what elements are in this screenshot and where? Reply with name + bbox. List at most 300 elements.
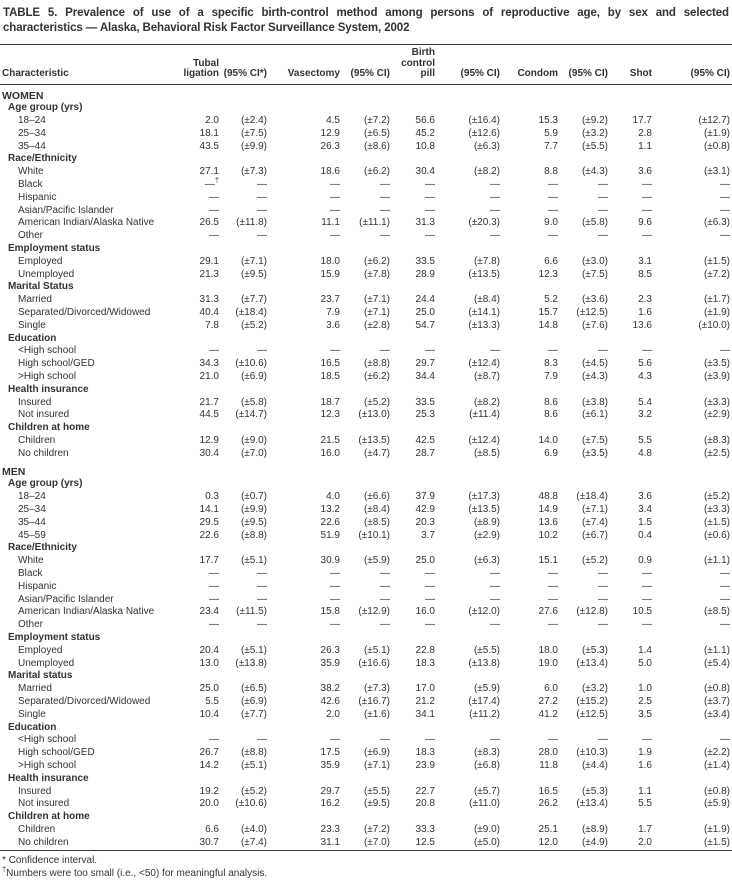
- ci-cell: (±7.5): [581, 268, 608, 280]
- value-cell: 18.3: [415, 657, 435, 669]
- value-cell: 28.9: [415, 268, 435, 280]
- ci-cell: (±4.4): [581, 759, 608, 771]
- ci-cell: (±8.4): [363, 504, 390, 515]
- value-cell: 15.7: [538, 307, 558, 319]
- value-cell: 31.3: [415, 217, 435, 229]
- table-row: [0, 192, 732, 205]
- ci-cell: (±4.5): [581, 358, 608, 370]
- ci-cell: [221, 384, 269, 397]
- value-cell: —: [548, 191, 558, 203]
- value-cell: 12.9: [199, 435, 219, 447]
- ci-cell: (±16.6): [358, 657, 390, 669]
- row-label: Race/Ethnicity: [8, 542, 77, 554]
- ci-cell: [342, 243, 392, 256]
- value-cell: 16.0: [415, 606, 435, 618]
- value-cell: 7.9: [326, 307, 340, 319]
- ci-cell: (±8.9): [473, 516, 500, 528]
- row-label: Employment status: [8, 243, 101, 255]
- value-cell: —: [548, 204, 558, 216]
- ci-cell: [221, 632, 269, 645]
- row-label: 35–44: [18, 140, 46, 152]
- ci-cell: (±4.0): [240, 823, 267, 835]
- value-cell: —: [425, 345, 435, 357]
- value-cell: 18.5: [320, 371, 340, 383]
- value-cell: [183, 153, 221, 166]
- ci-cell: [560, 478, 610, 491]
- value-cell: 2.0: [326, 708, 340, 720]
- value-cell: [502, 243, 560, 256]
- table-row: [0, 115, 732, 128]
- table-row: [0, 307, 732, 320]
- ci-cell: (±5.1): [240, 555, 267, 567]
- value-cell: —: [642, 734, 652, 746]
- ci-cell: [221, 281, 269, 294]
- ci-cell: (±13.0): [358, 409, 390, 421]
- value-cell: 11.8: [539, 759, 558, 771]
- row-label: 18–24: [18, 491, 46, 503]
- value-cell: 34.1: [415, 708, 435, 720]
- value-cell: [269, 422, 342, 435]
- column-header-birth-control-pill: [392, 45, 437, 85]
- value-cell: 38.2: [320, 683, 340, 695]
- ci-cell: (±12.7): [698, 115, 730, 127]
- ci-cell: (±10.1): [358, 529, 390, 541]
- row-label: 25–34: [18, 127, 46, 139]
- ci-cell: (±9.5): [363, 798, 390, 810]
- ci-cell: (±8.9): [581, 823, 608, 835]
- ci-cell: (±12.0): [468, 606, 500, 618]
- ci-cell: (±13.5): [468, 268, 500, 280]
- footnote-text: Numbers were too small (i.e., <50) for meaningful analysis.: [6, 867, 268, 879]
- ci-cell: (±2.8): [363, 319, 390, 331]
- ci-cell: (±8.8): [240, 529, 267, 541]
- ci-cell: (±12.4): [468, 358, 500, 370]
- value-cell: [502, 461, 560, 479]
- subheader-row: [0, 243, 732, 256]
- value-cell: 42.5: [415, 435, 435, 447]
- row-label: Children: [18, 823, 56, 835]
- value-cell: 1.0: [638, 683, 652, 695]
- column-header-tubal-ligation: [183, 45, 221, 85]
- table-row: [0, 141, 732, 154]
- table-row: [0, 205, 732, 218]
- ci-cell: (±6.5): [240, 683, 267, 695]
- ci-cell: (±1.6): [363, 708, 390, 720]
- ci-cell: (±7.4): [581, 516, 608, 528]
- ci-cell: (±13.3): [468, 319, 500, 331]
- ci-cell: (±7.5): [581, 435, 608, 447]
- ci-cell: (±1.1): [703, 644, 730, 656]
- value-cell: 16.2: [320, 798, 340, 810]
- ci-cell: (±13.8): [468, 657, 500, 669]
- value-cell: 24.4: [415, 294, 435, 306]
- value-cell: 8.6: [544, 409, 558, 421]
- value-cell: 10.2: [538, 529, 558, 541]
- value-cell: [183, 84, 221, 102]
- ci-cell: (±7.1): [363, 294, 390, 306]
- value-cell: [269, 84, 342, 102]
- table-row: [0, 734, 732, 747]
- ci-cell: [342, 102, 392, 115]
- value-cell: 1.1: [638, 140, 652, 152]
- ci-cell: (±7.2): [363, 823, 390, 835]
- value-cell: 14.8: [538, 319, 558, 331]
- table-row: [0, 824, 732, 837]
- ci-cell: [560, 773, 610, 786]
- ci-cell: (±3.1): [703, 166, 730, 178]
- ci-cell: (±9.9): [240, 504, 267, 515]
- value-cell: 1.6: [638, 307, 652, 319]
- value-cell: 22.6: [320, 516, 340, 528]
- value-cell: [392, 722, 437, 735]
- ci-cell: (±1.9): [703, 823, 730, 835]
- column-header-ci-pill: (95% CI): [437, 45, 502, 85]
- ci-cell: (±8.8): [363, 358, 390, 370]
- ci-cell: (±5.5): [363, 785, 390, 797]
- ci-cell: (±1.5): [703, 255, 730, 267]
- value-cell: 28.7: [415, 447, 435, 459]
- ci-cell: [560, 102, 610, 115]
- value-cell: 54.7: [415, 319, 435, 331]
- value-cell: 9.6: [638, 217, 652, 229]
- value-cell: [610, 811, 654, 824]
- ci-cell: —: [598, 580, 608, 592]
- row-label: 25–34: [18, 504, 46, 515]
- ci-cell: (±7.3): [240, 166, 267, 178]
- value-cell: [502, 84, 560, 102]
- value-cell: [183, 461, 221, 479]
- ci-cell: —: [598, 734, 608, 746]
- row-label: >High school: [18, 371, 77, 383]
- row-label: Children at home: [8, 811, 90, 823]
- value-cell: 25.0: [415, 307, 435, 319]
- ci-cell: (±7.8): [473, 255, 500, 267]
- column-header-ci-condom: (95% CI): [560, 45, 610, 85]
- ci-cell: —: [257, 204, 267, 216]
- ci-cell: (±4.3): [581, 166, 608, 178]
- dagger-footnote-marker: †: [214, 175, 219, 185]
- value-cell: [392, 670, 437, 683]
- row-label: Employment status: [8, 631, 101, 643]
- ci-cell: —: [257, 230, 267, 242]
- footnote-symbol: †: [2, 864, 7, 874]
- ci-cell: (±7.3): [363, 683, 390, 695]
- ci-cell: (±5.1): [240, 759, 267, 771]
- value-cell: 35.9: [320, 657, 340, 669]
- value-cell: —: [642, 567, 652, 579]
- value-cell: —: [642, 204, 652, 216]
- ci-cell: —: [380, 580, 390, 592]
- value-cell: [183, 632, 221, 645]
- value-cell: [502, 384, 560, 397]
- value-cell: [392, 478, 437, 491]
- ci-cell: (±7.1): [581, 504, 608, 515]
- table-row: [0, 371, 732, 384]
- table-row: [0, 217, 732, 230]
- row-label: Separated/Divorced/Widowed: [18, 307, 151, 319]
- row-label: Unemployed: [18, 268, 75, 280]
- value-cell: [502, 153, 560, 166]
- ci-cell: [654, 384, 732, 397]
- value-cell: [502, 722, 560, 735]
- value-cell: 18.1: [199, 127, 219, 139]
- ci-cell: (±6.2): [363, 371, 390, 383]
- value-cell: 2.3: [638, 294, 652, 306]
- ci-cell: —: [257, 191, 267, 203]
- ci-cell: (±3.9): [703, 371, 730, 383]
- ci-cell: [342, 632, 392, 645]
- value-cell: 31.3: [199, 294, 219, 306]
- value-cell: 11.1: [321, 217, 340, 229]
- ci-cell: —: [598, 567, 608, 579]
- row-label: Employed: [18, 255, 63, 267]
- footnote-confidence-interval: [2, 854, 729, 867]
- value-cell: 44.5: [199, 409, 219, 421]
- value-cell: [183, 281, 221, 294]
- value-cell: [183, 811, 221, 824]
- value-cell: [392, 422, 437, 435]
- value-cell: 29.5: [199, 516, 219, 528]
- value-cell: 20.3: [415, 516, 435, 528]
- value-cell: [183, 542, 221, 555]
- value-cell: 2.0: [638, 836, 652, 848]
- ci-cell: [342, 542, 392, 555]
- value-cell: [502, 281, 560, 294]
- table-row: [0, 760, 732, 773]
- ci-cell: [560, 333, 610, 346]
- ci-cell: [560, 422, 610, 435]
- table-row: [0, 683, 732, 696]
- value-cell: —: [642, 580, 652, 592]
- value-cell: 14.0: [538, 435, 558, 447]
- ci-cell: (±0.8): [703, 683, 730, 695]
- ci-cell: [560, 243, 610, 256]
- value-cell: 17.5: [320, 747, 340, 759]
- ci-cell: [437, 773, 502, 786]
- ci-cell: (±1.7): [703, 294, 730, 306]
- value-cell: 6.6: [205, 823, 219, 835]
- ci-cell: [221, 84, 269, 102]
- ci-cell: —: [598, 593, 608, 605]
- ci-cell: [437, 333, 502, 346]
- ci-cell: (±1.5): [703, 836, 730, 848]
- value-cell: 34.4: [415, 371, 435, 383]
- ci-cell: [437, 811, 502, 824]
- ci-cell: (±5.2): [703, 491, 730, 503]
- value-cell: 33.5: [415, 255, 435, 267]
- ci-cell: (±6.5): [363, 127, 390, 139]
- ci-cell: [654, 478, 732, 491]
- ci-cell: (±6.8): [473, 759, 500, 771]
- footnotes: [0, 851, 732, 880]
- value-cell: 1.1: [638, 785, 652, 797]
- value-cell: —: [425, 580, 435, 592]
- ci-cell: (±6.3): [473, 140, 500, 152]
- subheader-row: [0, 153, 732, 166]
- ci-cell: [221, 811, 269, 824]
- ci-cell: (±8.8): [240, 747, 267, 759]
- ci-cell: —: [490, 580, 500, 592]
- ci-cell: (±8.7): [473, 371, 500, 383]
- value-cell: 19.0: [538, 657, 558, 669]
- value-cell: —: [330, 230, 340, 242]
- row-label: White: [18, 166, 44, 178]
- footnote-small-numbers: [2, 864, 729, 880]
- row-label: Asian/Pacific Islander: [18, 593, 114, 605]
- ci-cell: —: [720, 191, 730, 203]
- value-cell: 33.3: [415, 823, 435, 835]
- ci-cell: —: [598, 619, 608, 631]
- ci-cell: (±9.5): [240, 516, 267, 528]
- ci-cell: (±5.2): [240, 319, 267, 331]
- value-cell: —: [425, 179, 435, 191]
- value-cell: —: [642, 619, 652, 631]
- value-cell: [269, 333, 342, 346]
- row-label: Black: [18, 567, 43, 579]
- ci-cell: [654, 102, 732, 115]
- value-cell: 29.7: [320, 785, 340, 797]
- value-cell: 3.6: [326, 319, 340, 331]
- value-cell: —: [425, 593, 435, 605]
- ci-cell: [342, 333, 392, 346]
- ci-cell: (±5.9): [703, 798, 730, 810]
- ci-cell: —: [598, 179, 608, 191]
- value-cell: [610, 102, 654, 115]
- value-cell: 15.9: [320, 268, 340, 280]
- table-row: [0, 294, 732, 307]
- value-cell: [269, 281, 342, 294]
- value-cell: [502, 102, 560, 115]
- ci-cell: (±12.4): [468, 435, 500, 447]
- ci-cell: —: [720, 179, 730, 191]
- value-cell: [502, 542, 560, 555]
- value-cell: 29.7: [415, 358, 435, 370]
- ci-cell: [221, 773, 269, 786]
- value-cell: —: [209, 345, 219, 357]
- ci-cell: (±7.0): [240, 447, 267, 459]
- value-cell: 7.7: [544, 140, 558, 152]
- value-cell: —: [548, 619, 558, 631]
- value-cell: 18.6: [320, 166, 340, 178]
- row-label: Marital Status: [8, 281, 74, 293]
- value-cell: 31.1: [320, 836, 340, 848]
- ci-cell: (±2.4): [240, 115, 267, 127]
- ci-cell: [221, 333, 269, 346]
- value-cell: [610, 478, 654, 491]
- value-cell: —: [330, 191, 340, 203]
- ci-cell: [654, 632, 732, 645]
- value-cell: 15.8: [320, 606, 340, 618]
- value-cell: 16.0: [320, 447, 340, 459]
- value-cell: [269, 461, 342, 479]
- value-cell: [269, 153, 342, 166]
- value-cell: [502, 422, 560, 435]
- ci-cell: (±11.8): [236, 217, 267, 229]
- value-cell: 12.3: [538, 268, 558, 280]
- ci-cell: —: [380, 593, 390, 605]
- value-cell: 19.2: [199, 785, 219, 797]
- value-cell: —: [548, 580, 558, 592]
- value-cell: [392, 153, 437, 166]
- ci-cell: (±7.1): [240, 255, 267, 267]
- value-cell: 23.4: [199, 606, 219, 618]
- value-cell: 2.5: [638, 695, 652, 707]
- ci-cell: [221, 478, 269, 491]
- row-label: <High school: [18, 734, 77, 746]
- ci-cell: —: [257, 580, 267, 592]
- ci-cell: [342, 773, 392, 786]
- value-cell: 10.8: [415, 140, 435, 152]
- ci-cell: (±4.9): [581, 836, 608, 848]
- value-cell: 16.5: [538, 785, 558, 797]
- row-label: Single: [18, 319, 46, 331]
- value-cell: 13.6: [538, 516, 558, 528]
- ci-cell: (±5.0): [473, 836, 500, 848]
- value-cell: [610, 773, 654, 786]
- value-cell: —: [642, 191, 652, 203]
- ci-cell: [437, 84, 502, 102]
- value-cell: 35.9: [320, 759, 340, 771]
- value-cell: 3.1: [638, 255, 652, 267]
- ci-cell: [437, 722, 502, 735]
- value-cell: 20.0: [199, 798, 219, 810]
- value-cell: 18.0: [538, 644, 558, 656]
- ci-cell: (±0.6): [703, 529, 730, 541]
- value-cell: [269, 722, 342, 735]
- value-cell: 27.2: [538, 695, 558, 707]
- value-cell: 4.5: [326, 115, 340, 127]
- ci-cell: —: [380, 204, 390, 216]
- ci-cell: (±9.2): [581, 115, 608, 127]
- value-cell: 12.5: [415, 836, 435, 848]
- ci-cell: (±13.5): [358, 435, 390, 447]
- value-cell: 5.2: [544, 294, 558, 306]
- ci-cell: (±10.6): [235, 358, 267, 370]
- row-label: <High school: [18, 345, 77, 357]
- ci-cell: —: [720, 580, 730, 592]
- ci-cell: (±8.3): [473, 747, 500, 759]
- row-label: >High school: [18, 759, 77, 771]
- value-cell: [502, 670, 560, 683]
- ci-cell: [437, 153, 502, 166]
- ci-cell: (±3.5): [703, 358, 730, 370]
- value-cell: [269, 670, 342, 683]
- subheader-row: [0, 670, 732, 683]
- ci-cell: —: [598, 204, 608, 216]
- value-cell: —: [209, 580, 219, 592]
- value-cell: 26.5: [199, 217, 219, 229]
- ci-cell: [654, 670, 732, 683]
- value-cell: [502, 478, 560, 491]
- ci-cell: (±16.4): [468, 115, 500, 127]
- ci-cell: (±1.9): [703, 127, 730, 139]
- ci-cell: (±1.9): [703, 307, 730, 319]
- value-cell: 4.0: [326, 491, 340, 503]
- table-row: [0, 320, 732, 333]
- table-row: [0, 581, 732, 594]
- table-body: [0, 84, 732, 850]
- row-label: Married: [18, 294, 52, 306]
- value-cell: 23.3: [320, 823, 340, 835]
- value-cell: —: [548, 345, 558, 357]
- value-cell: [392, 773, 437, 786]
- ci-cell: (±10.3): [576, 747, 608, 759]
- ci-cell: [221, 461, 269, 479]
- ci-cell: [221, 102, 269, 115]
- ci-cell: —: [490, 191, 500, 203]
- ci-cell: (±5.2): [581, 555, 608, 567]
- ci-cell: (±3.8): [581, 396, 608, 408]
